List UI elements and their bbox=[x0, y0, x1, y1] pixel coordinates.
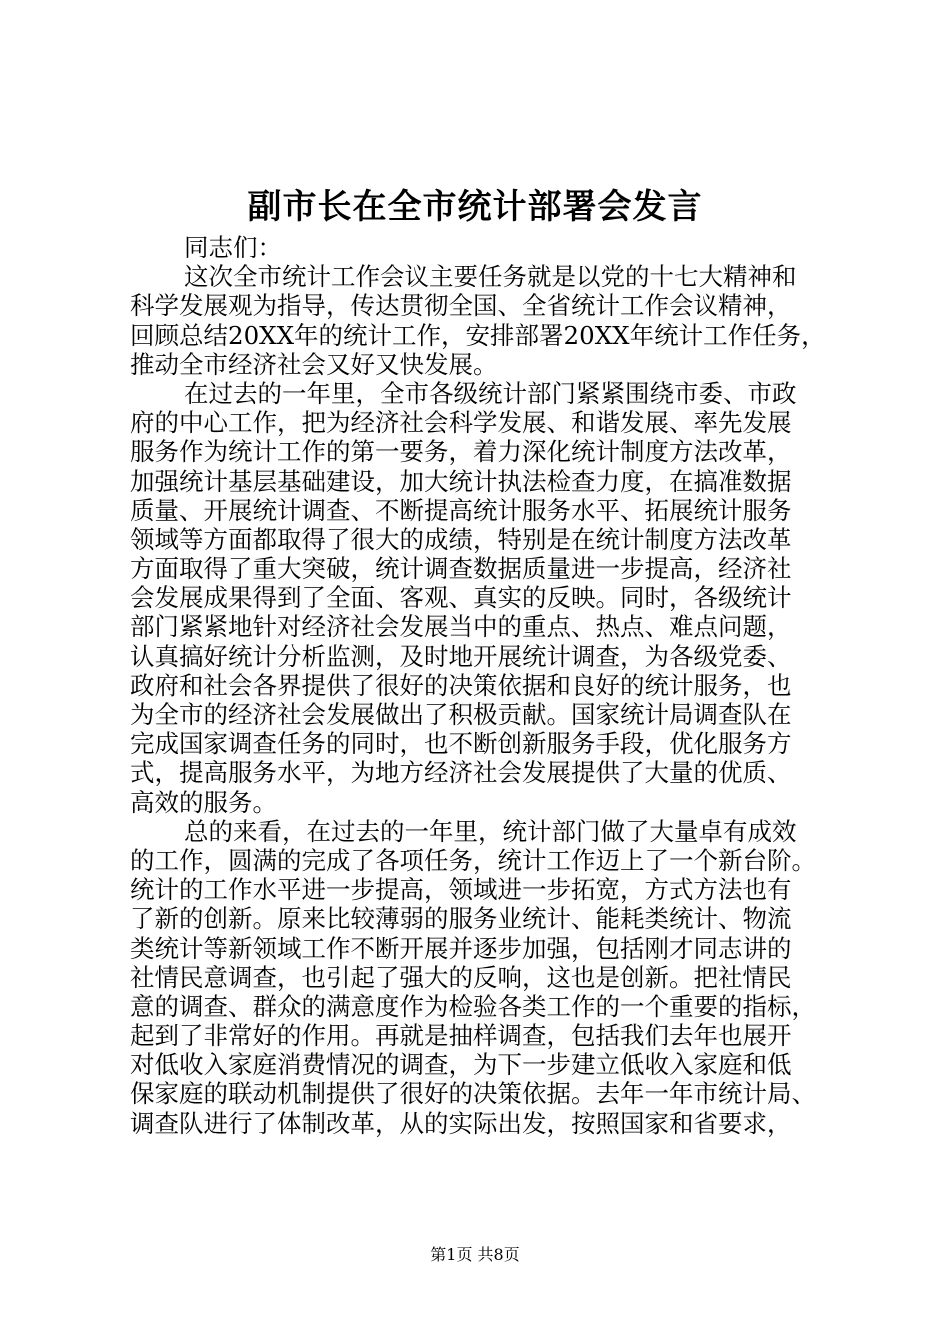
text-line: 在过去的一年里，全市各级统计部门紧紧围绕市委、市政 bbox=[184, 378, 797, 408]
text-line: 调查队进行了体制改革，从的实际出发，按照国家和省要求， bbox=[130, 1108, 792, 1138]
text-line: 类统计等新领域工作不断开展并逐步加强，包括刚才同志讲的 bbox=[130, 933, 792, 963]
text-line: 领域等方面都取得了很大的成绩，特别是在统计制度方法改革 bbox=[130, 524, 792, 554]
text-line: 质量、开展统计调查、不断提高统计服务水平、拓展统计服务 bbox=[130, 495, 792, 525]
text-line: 部门紧紧地针对经济社会发展当中的重点、热点、难点问题， bbox=[130, 612, 792, 642]
text-line: 统计的工作水平进一步提高，领域进一步拓宽，方式方法也有 bbox=[130, 875, 792, 905]
page-footer: 第1页 共8页 bbox=[430, 1245, 520, 1264]
text-line: 加强统计基层基础建设，加大统计执法检查力度，在搞准数据 bbox=[130, 466, 792, 496]
text-line: 服务作为统计工作的第一要务，着力深化统计制度方法改革， bbox=[130, 437, 792, 467]
text-line: 完成国家调查任务的同时，也不断创新服务手段，优化服务方 bbox=[130, 729, 792, 759]
text-line: 同志们： bbox=[184, 233, 282, 262]
text-line: 回顾总结20XX年的统计工作，安排部署20XX年统计工作任务， bbox=[130, 320, 826, 350]
text-line: 社情民意调查，也引起了强大的反响，这也是创新。把社情民 bbox=[130, 962, 792, 992]
document-title: 副市长在全市统计部署会发言 bbox=[247, 187, 703, 227]
text-line: 认真搞好统计分析监测，及时地开展统计调查，为各级党委、 bbox=[130, 641, 792, 671]
text-line: 意的调查、群众的满意度作为检验各类工作的一个重要的指标， bbox=[130, 991, 816, 1021]
text-line: 政府和社会各界提供了很好的决策依据和良好的统计服务，也 bbox=[130, 670, 792, 700]
text-line: 起到了非常好的作用。再就是抽样调查，包括我们去年也展开 bbox=[130, 1021, 792, 1051]
text-line: 式，提高服务水平，为地方经济社会发展提供了大量的优质、 bbox=[130, 758, 792, 788]
text-line: 会发展成果得到了全面、客观、真实的反映。同时，各级统计 bbox=[130, 583, 792, 613]
text-line: 的工作，圆满的完成了各项任务，统计工作迈上了一个新台阶。 bbox=[130, 845, 816, 875]
text-line: 方面取得了重大突破，统计调查数据质量进一步提高，经济社 bbox=[130, 554, 792, 584]
document-body bbox=[130, 233, 855, 1138]
text-line: 高效的服务。 bbox=[130, 787, 277, 817]
text-line: 这次全市统计工作会议主要任务就是以党的十七大精神和 bbox=[184, 262, 797, 292]
text-line: 了新的创新。原来比较薄弱的服务业统计、能耗类统计、物流 bbox=[130, 904, 792, 934]
text-line: 府的中心工作，把为经济社会科学发展、和谐发展、率先发展 bbox=[130, 408, 792, 438]
text-line: 推动全市经济社会又好又快发展。 bbox=[130, 349, 498, 379]
text-line: 科学发展观为指导，传达贯彻全国、全省统计工作会议精神， bbox=[130, 291, 792, 321]
text-line: 保家庭的联动机制提供了很好的决策依据。去年一年市统计局、 bbox=[130, 1079, 816, 1109]
text-line: 对低收入家庭消费情况的调查，为下一步建立低收入家庭和低 bbox=[130, 1050, 792, 1080]
text-line: 为全市的经济社会发展做出了积极贡献。国家统计局调查队在 bbox=[130, 700, 792, 729]
text-line: 总的来看，在过去的一年里，统计部门做了大量卓有成效 bbox=[184, 816, 797, 846]
